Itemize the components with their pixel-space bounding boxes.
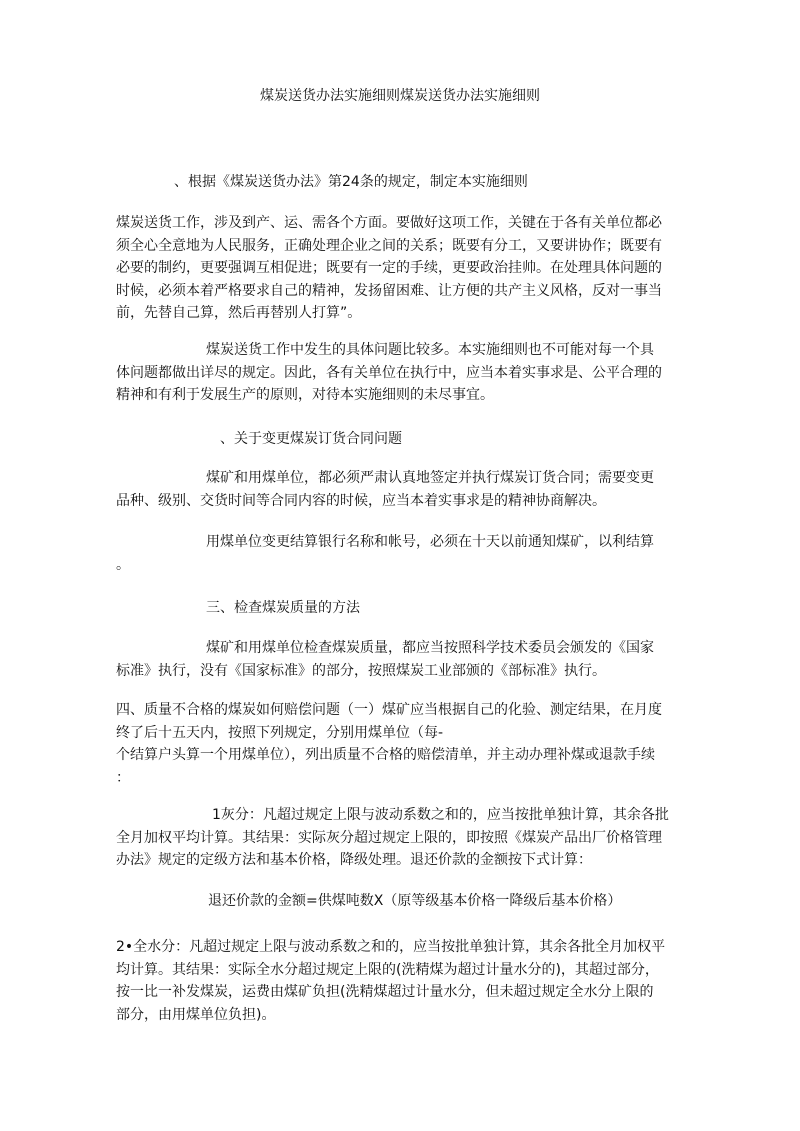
text-line: 精神和有利于发展生产的原则，对待本实施细则的未尽事宜。 [116,387,494,403]
text-line: 个结算户头算一个用煤单位），列出质量不合格的赔偿清单，并主动办理补煤或退款手续 [116,747,655,763]
text-line: 、根据《煤炭送货办法》第24条的规定，制定本实施细则 [174,174,528,190]
text-line: 须全心全意地为人民服务，正确处理企业之间的关系；既要有分工，又要讲协作；既要有 [116,237,662,254]
text-line: 三、检查煤炭质量的方法 [206,600,360,616]
text-line: 品种、级别、交货时间等合同内容的时候，应当本着实事求是的精神协商解决。 [116,492,606,509]
document-title: 煤炭送货办法实施细则煤炭送货办法实施细则 [260,88,540,104]
text-line: 。 [116,556,130,573]
text-line: 终了后十五天内，按照下列规定，分别用煤单位（每- [116,724,444,741]
text-line: 用煤单位变更结算银行名称和帐号，必须在十天以前通知煤矿，以利结算 [206,534,654,550]
text-line: 时候，必须本着严格要求自己的精神，发扬留困难、让方便的共产主义风格，反对一事当 [116,282,662,299]
text-line: 部分，由用煤单位负担)。 [116,1006,276,1023]
paragraph-moisture [116,936,676,1026]
text-line: ： [116,769,130,786]
text-line: 必要的制约，更要强调互相促进；既要有一定的手续，更要政治挂帅。在处理具体问题的 [116,260,662,276]
text-line: 、关于变更煤炭订货合同问题 [220,431,402,447]
text-line: 煤炭送货工作中发生的具体问题比较多。本实施细则也不可能对每一个具 [206,342,654,358]
paragraph-ash-content [116,804,676,872]
paragraph-scope [116,339,676,407]
paragraph-quality-check [116,637,676,682]
text-line: 1灰分：凡超过规定上限与波动系数之和的，应当按批单独计算，其余各批 [212,807,669,823]
paragraph-bank-account [116,531,676,576]
text-line: 四、质量不合格的煤炭如何赔偿问题（一）煤矿应当根据自己的化验、测定结果，在月度 [116,702,662,718]
text-line: 煤矿和用煤单位检查煤炭质量，都应当按照科学技术委员会颁发的《国家 [206,640,654,656]
text-line: 体问题都做出详尽的规定。因此，各有关单位在执行中，应当本着实事求是、公平合理的 [116,364,662,381]
text-line: 前，先替自己算，然后再替别人打算”。 [116,305,362,321]
text-line: 按一比一补发煤炭，运费由煤矿负担(洗精煤超过计量水分，但未超过规定全水分上限的 [116,984,654,1000]
text-line: 2•全水分：凡超过规定上限与波动系数之和的，应当按批单独计算，其余各批全月加权平 [116,939,666,955]
paragraph-compensation [116,699,676,789]
paragraph-general-principles [116,212,676,325]
section-heading-contract-change [220,428,780,451]
text-line: 煤炭送货工作，涉及到产、运、需各个方面。要做好这项工作，关键在于各有关单位都必 [116,215,662,231]
refund-formula [208,890,768,913]
text-line: 煤矿和用煤单位，都必须严肃认真地签定并执行煤炭订货合同；需要变更 [206,470,654,486]
text-line: 均计算。其结果：实际全水分超过规定上限的(洗精煤为超过计量水分的)，其超过部分， [116,961,659,978]
text-line: 退还价款的金额=供煤吨数X（原等级基本价格一降级后基本价格） [208,893,622,909]
section-heading-quality-check [206,597,766,620]
text-line: 办法》规定的定级方法和基本价格，降级处理。退还价款的金额按下式计算： [116,852,592,868]
text-line: 全月加权平均计算。其结果：实际灰分超过规定上限的，即按照《煤炭产品出厂价格管理 [116,829,662,846]
intro-clause [174,171,734,194]
text-line: 标准》执行，没有《国家标准》的部分，按照煤炭工业部颁的《部标准》执行。 [116,662,606,679]
paragraph-contract-change [116,467,676,512]
